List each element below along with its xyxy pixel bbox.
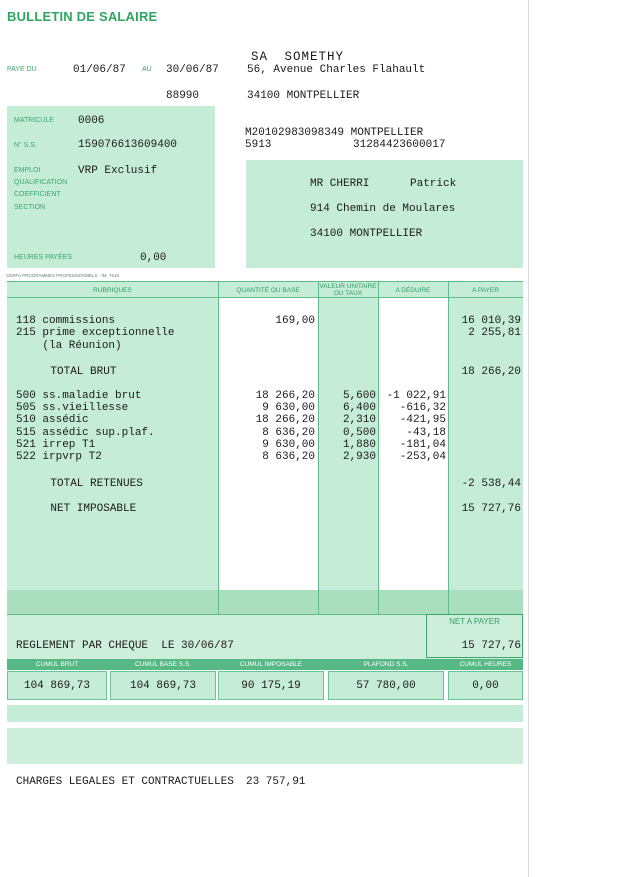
row-pay: 2 255,81 bbox=[468, 327, 521, 339]
col-header-valeur-1: VALEUR UNITAIRE bbox=[319, 283, 377, 290]
row-label: NET IMPOSABLE bbox=[24, 503, 137, 515]
table-top-rule bbox=[7, 281, 523, 282]
col-header-rubriques: RUBRIQUES bbox=[93, 287, 132, 294]
row-pay: 18 266,20 bbox=[461, 366, 521, 378]
charges-value: 23 757,91 bbox=[246, 776, 306, 788]
employer-address: 56, Avenue Charles Flahault bbox=[247, 64, 426, 76]
recipient-address: 914 Chemin de Moulares bbox=[310, 203, 456, 215]
row-deduct: -616,32 bbox=[399, 402, 446, 414]
date-from: 01/06/87 bbox=[73, 64, 126, 76]
cumul-heures-value: 0,00 bbox=[448, 671, 523, 700]
payment-method: REGLEMENT PAR CHEQUE LE 30/06/87 bbox=[16, 640, 234, 652]
col-header-deduire: A DÉDUIRE bbox=[395, 287, 431, 294]
employer-name: SA SOMETHY bbox=[251, 50, 345, 64]
employer-city: 34100 MONTPELLIER bbox=[247, 90, 360, 102]
row-label: 522 irpvrp T2 bbox=[16, 451, 102, 463]
net-a-payer-value: 15 727,76 bbox=[461, 640, 521, 652]
header-code: 88990 bbox=[166, 90, 200, 102]
au-label: AU bbox=[142, 66, 152, 73]
row-pay: 15 727,76 bbox=[461, 503, 521, 515]
net-a-payer-label: NET A PAYER bbox=[449, 617, 500, 626]
row-pay: -2 538,44 bbox=[461, 478, 521, 490]
section-label: SECTION bbox=[14, 204, 46, 211]
cumul-heures-label: CUMUL HEURES bbox=[459, 661, 512, 668]
row-label: (la Réunion) bbox=[16, 340, 122, 352]
cumul-brut-label: CUMUL BRUT bbox=[35, 661, 79, 668]
employee-info-panel bbox=[7, 106, 215, 268]
row-base: 9 630,00 bbox=[262, 402, 315, 414]
recipient-city: 34100 MONTPELLIER bbox=[310, 228, 423, 240]
row-rate: 5,600 bbox=[342, 390, 376, 402]
row-label: 505 ss.vieillesse bbox=[16, 402, 129, 414]
col-header-valeur-2: OU TAUX bbox=[333, 290, 363, 297]
row-deduct: -1 022,91 bbox=[386, 390, 446, 402]
row-label: 215 prime exceptionnelle bbox=[16, 327, 175, 339]
blank-band-1 bbox=[7, 705, 523, 722]
row-base: 8 636,20 bbox=[262, 427, 315, 439]
document-title: BULLETIN DE SALAIRE bbox=[7, 9, 158, 24]
row-label: 521 irrep T1 bbox=[16, 439, 96, 451]
recipient-firstname: Patrick bbox=[410, 178, 457, 190]
plafond-ss-value: 57 780,00 bbox=[328, 671, 444, 700]
recipient-name: MR CHERRI bbox=[310, 178, 370, 190]
row-pay: 16 010,39 bbox=[461, 315, 521, 327]
row-label: 118 commissions bbox=[16, 315, 116, 327]
emploi-value: VRP Exclusif bbox=[78, 165, 158, 177]
plafond-ss-label: PLAFOND S.S. bbox=[363, 661, 409, 668]
row-deduct: -181,04 bbox=[399, 439, 446, 451]
paye-du-label: PAYE DU bbox=[7, 66, 37, 73]
row-label: 500 ss.maladie brut bbox=[16, 390, 142, 402]
row-deduct: -253,04 bbox=[399, 451, 446, 463]
matricule-label: MATRICULE bbox=[14, 117, 54, 124]
coefficient-label: COEFFICIENT bbox=[14, 191, 61, 198]
row-base: 18 266,20 bbox=[255, 414, 315, 426]
table-header-rule bbox=[7, 297, 523, 298]
row-base: 18 266,20 bbox=[255, 390, 315, 402]
matricule-value: 0006 bbox=[78, 115, 105, 127]
employer-registration: M20102983098349 MONTPELLIER bbox=[245, 127, 424, 139]
cumul-imposable-value: 90 175,19 bbox=[218, 671, 324, 700]
heures-value: 0,00 bbox=[140, 252, 167, 264]
form-reference-note: CERFA PROGRAMMES PROFESSIONNELS - IM. 7618 bbox=[6, 273, 120, 278]
page-edge bbox=[528, 0, 529, 877]
cumul-brut-value: 104 869,73 bbox=[7, 671, 107, 700]
row-deduct: -43,18 bbox=[406, 427, 446, 439]
row-rate: 6,400 bbox=[342, 402, 376, 414]
row-base: 169,00 bbox=[275, 315, 315, 327]
row-rate: 1,880 bbox=[342, 439, 376, 451]
row-base: 8 636,20 bbox=[262, 451, 315, 463]
ss-value: 159076613609400 bbox=[78, 139, 178, 151]
cumul-base-ss-label: CUMUL BASE S.S. bbox=[134, 661, 192, 668]
col-header-payer: A PAYER bbox=[472, 287, 499, 294]
employer-code: 5913 bbox=[245, 139, 272, 151]
table-bottom-band bbox=[7, 590, 523, 614]
row-label: 515 assédic sup.plaf. bbox=[16, 427, 155, 439]
emploi-label: EMPLOI bbox=[14, 167, 41, 174]
qualification-label: QUALIFICATION bbox=[14, 179, 68, 186]
row-base: 9 630,00 bbox=[262, 439, 315, 451]
blank-band-2 bbox=[7, 728, 523, 764]
heures-label: HEURES PAYÉES bbox=[14, 254, 73, 261]
employer-siret: 31284423600017 bbox=[353, 139, 446, 151]
row-rate: 0,500 bbox=[342, 427, 376, 439]
col-header-quantite: QUANTITÉ OU BASE bbox=[236, 287, 300, 294]
row-rate: 2,930 bbox=[342, 451, 376, 463]
row-label: 510 assédic bbox=[16, 414, 89, 426]
row-rate: 2,310 bbox=[342, 414, 376, 426]
cumul-base-ss-value: 104 869,73 bbox=[110, 671, 216, 700]
row-deduct: -421,95 bbox=[399, 414, 446, 426]
charges-label: CHARGES LEGALES ET CONTRACTUELLES bbox=[16, 776, 234, 788]
row-label: TOTAL RETENUES bbox=[24, 478, 143, 490]
ss-label: N° S.S. bbox=[14, 142, 38, 149]
row-label: TOTAL BRUT bbox=[24, 366, 117, 378]
date-to: 30/06/87 bbox=[166, 64, 219, 76]
cumul-imposable-label: CUMUL IMPOSABLE bbox=[239, 661, 303, 668]
